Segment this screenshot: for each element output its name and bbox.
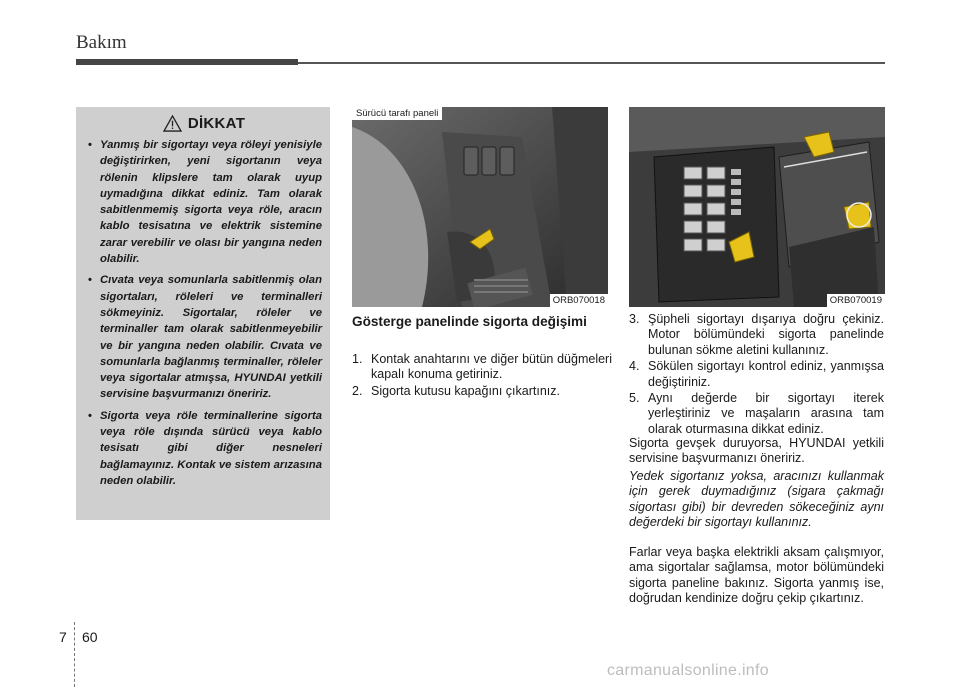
step-item: 5. Aynı değerde bir sigortayı iterek yerleştiriniz ve maşaların arasına tam olarak oturmasına dikkat ediniz. [629,391,884,436]
step-list-right [629,312,884,438]
step-item: 1. Kontak anahtarını ve diğer bütün düğmeleri kapalı konuma getiriniz. [352,352,612,382]
warning-title: DİKKAT [187,115,246,132]
paragraph-service: Sigorta gevşek duruyorsa, HYUNDAI yetkili servisine başvurmanızı öneririz. [629,436,884,466]
paragraph-headlights: Farlar veya başka elektrikli aksam çalışmıyor, ama sigortalar sağlamsa, motor bölümündeki sigorta paneline bakınız. Sigorta yanmış ise, doğrudan kendinize doğru çekip çıkartınız. [629,545,884,606]
paragraph-spare-fuse: Yedek sigortanız yoksa, aracınızı kullanmak için gerek duymadığınız (sigara çakmağı sigortası gibi) bir devreden sökeceğiniz aynı değerdeki bir sigortayı kullanınız. [629,469,884,530]
photo-code: ORB070019 [827,294,885,307]
section-title: Gösterge panelinde sigorta değişimi [352,314,587,329]
page-header-title: Bakım [76,32,127,53]
warning-item: • Yanmış bir sigortayı veya röleyi yenisiyle değiştirirken, yeni sigortanın veya rölenin klipslere tam olarak uyup uymadığına dikkat ediniz. Tam olarak sabitlenmemiş sigorta veya röle, aracın kablo tesisatına ve elektrik sistemine zarar verebilir ve olası bir yangına neden olabilir. [86,137,322,267]
warning-box [76,107,330,520]
step-item: 2. Sigorta kutusu kapağını çıkartınız. [352,383,560,398]
warning-item: • Sigorta veya röle terminallerine sigorta veya röle dışında sürücü veya kablo tesisatı gibi diğer nesneleri bağlamayınız. Kontak ve sistem arızasına neden olabilir. [86,408,322,489]
engine-fuse-box-image [629,107,885,307]
header-rule-thick [76,59,298,65]
footer-page-number: 60 [82,629,98,645]
header-rule-thin [298,62,885,64]
footer-section-number: 7 [59,629,67,645]
photo-caption: Sürücü tarafı paneli [352,107,442,120]
engine-fuse-box-photo [629,107,885,307]
warning-header [86,115,322,132]
watermark-text: carmanualsonline.info [607,662,769,679]
driver-panel-image [352,107,608,307]
step-item: 3. Şüpheli sigortayı dışarıya doğru çekiniz. Motor bölümündeki sigorta panelinde bulunan sökme aletini kullanınız. [629,312,884,357]
warning-list [86,137,322,489]
footer-divider [74,622,75,687]
photo-code: ORB070018 [550,294,608,307]
step-list-left [352,352,612,400]
driver-panel-photo [352,107,608,307]
step-item: 4. Sökülen sigortayı kontrol ediniz, yanmışsa değiştiriniz. [629,359,884,389]
warning-triangle-icon [163,115,182,132]
warning-item: • Cıvata veya somunlarla sabitlenmiş olan sigortaları, röleleri ve terminalleri sökmeyiniz. Sigortalar, röleler ve terminaller tam olarak sabitlenmeyebilir ve bir yangına neden olabilir. Cıvata ve somunlarla bağlanmış terminaller, röleler veya sigortalar atmışsa, HYUNDAI yetkili servisine başvurmanızı öneririz. [86,272,322,402]
